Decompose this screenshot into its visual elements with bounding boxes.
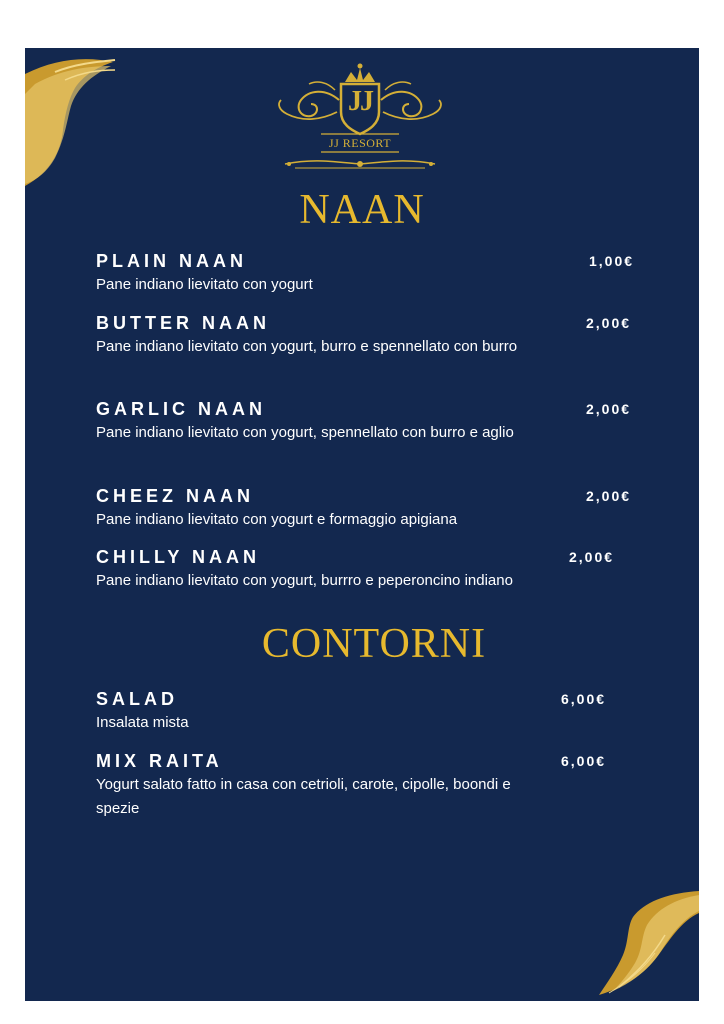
item-price: 6,00€ bbox=[561, 691, 607, 707]
item-name: MIX RAITA bbox=[96, 751, 223, 771]
item-price: 1,00€ bbox=[589, 253, 635, 269]
item-description: Yogurt salato fatto in casa con cetrioli, carote, cipolle, boondi e spezie bbox=[96, 776, 511, 817]
section-title-naan: NAAN bbox=[299, 187, 425, 233]
menu-item-garlic-naan bbox=[96, 398, 656, 445]
menu-item-mix-raita bbox=[96, 750, 656, 821]
item-price: 6,00€ bbox=[561, 753, 607, 769]
item-price: 2,00€ bbox=[586, 315, 632, 331]
item-description: Pane indiano lievitato con yogurt, spennellato con burro e aglio bbox=[96, 424, 514, 441]
item-price: 2,00€ bbox=[569, 549, 615, 565]
item-name: PLAIN NAAN bbox=[96, 251, 247, 271]
menu-page bbox=[25, 48, 699, 1001]
menu-item-cheez-naan bbox=[96, 485, 656, 532]
logo-wordmark: JJ RESORT bbox=[328, 136, 392, 150]
item-description: Pane indiano lievitato con yogurt bbox=[96, 276, 313, 293]
item-description: Pane indiano lievitato con yogurt, burrro e peperoncino indiano bbox=[96, 572, 513, 589]
item-price: 2,00€ bbox=[586, 401, 632, 417]
item-price: 2,00€ bbox=[586, 488, 632, 504]
gold-brush-decoration-bottom bbox=[599, 891, 699, 997]
item-name: BUTTER NAAN bbox=[96, 313, 270, 333]
menu-item-chilly-naan bbox=[96, 546, 656, 593]
item-description: Insalata mista bbox=[96, 714, 189, 731]
gold-brush-decoration-top bbox=[25, 54, 117, 186]
item-description: Pane indiano lievitato con yogurt e formaggio apigiana bbox=[96, 511, 458, 528]
item-name: SALAD bbox=[96, 689, 178, 709]
jj-resort-logo bbox=[265, 60, 455, 178]
item-name: CHILLY NAAN bbox=[96, 547, 261, 567]
item-name: GARLIC NAAN bbox=[96, 399, 266, 419]
item-name: CHEEZ NAAN bbox=[96, 486, 255, 506]
logo-monogram: JJ bbox=[348, 86, 372, 117]
menu-item-plain-naan bbox=[96, 250, 656, 297]
menu-item-salad bbox=[96, 688, 656, 735]
section-title-contorni: CONTORNI bbox=[261, 621, 487, 667]
menu-item-butter-naan bbox=[96, 312, 656, 359]
item-description: Pane indiano lievitato con yogurt, burro e spennellato con burro bbox=[96, 338, 518, 355]
